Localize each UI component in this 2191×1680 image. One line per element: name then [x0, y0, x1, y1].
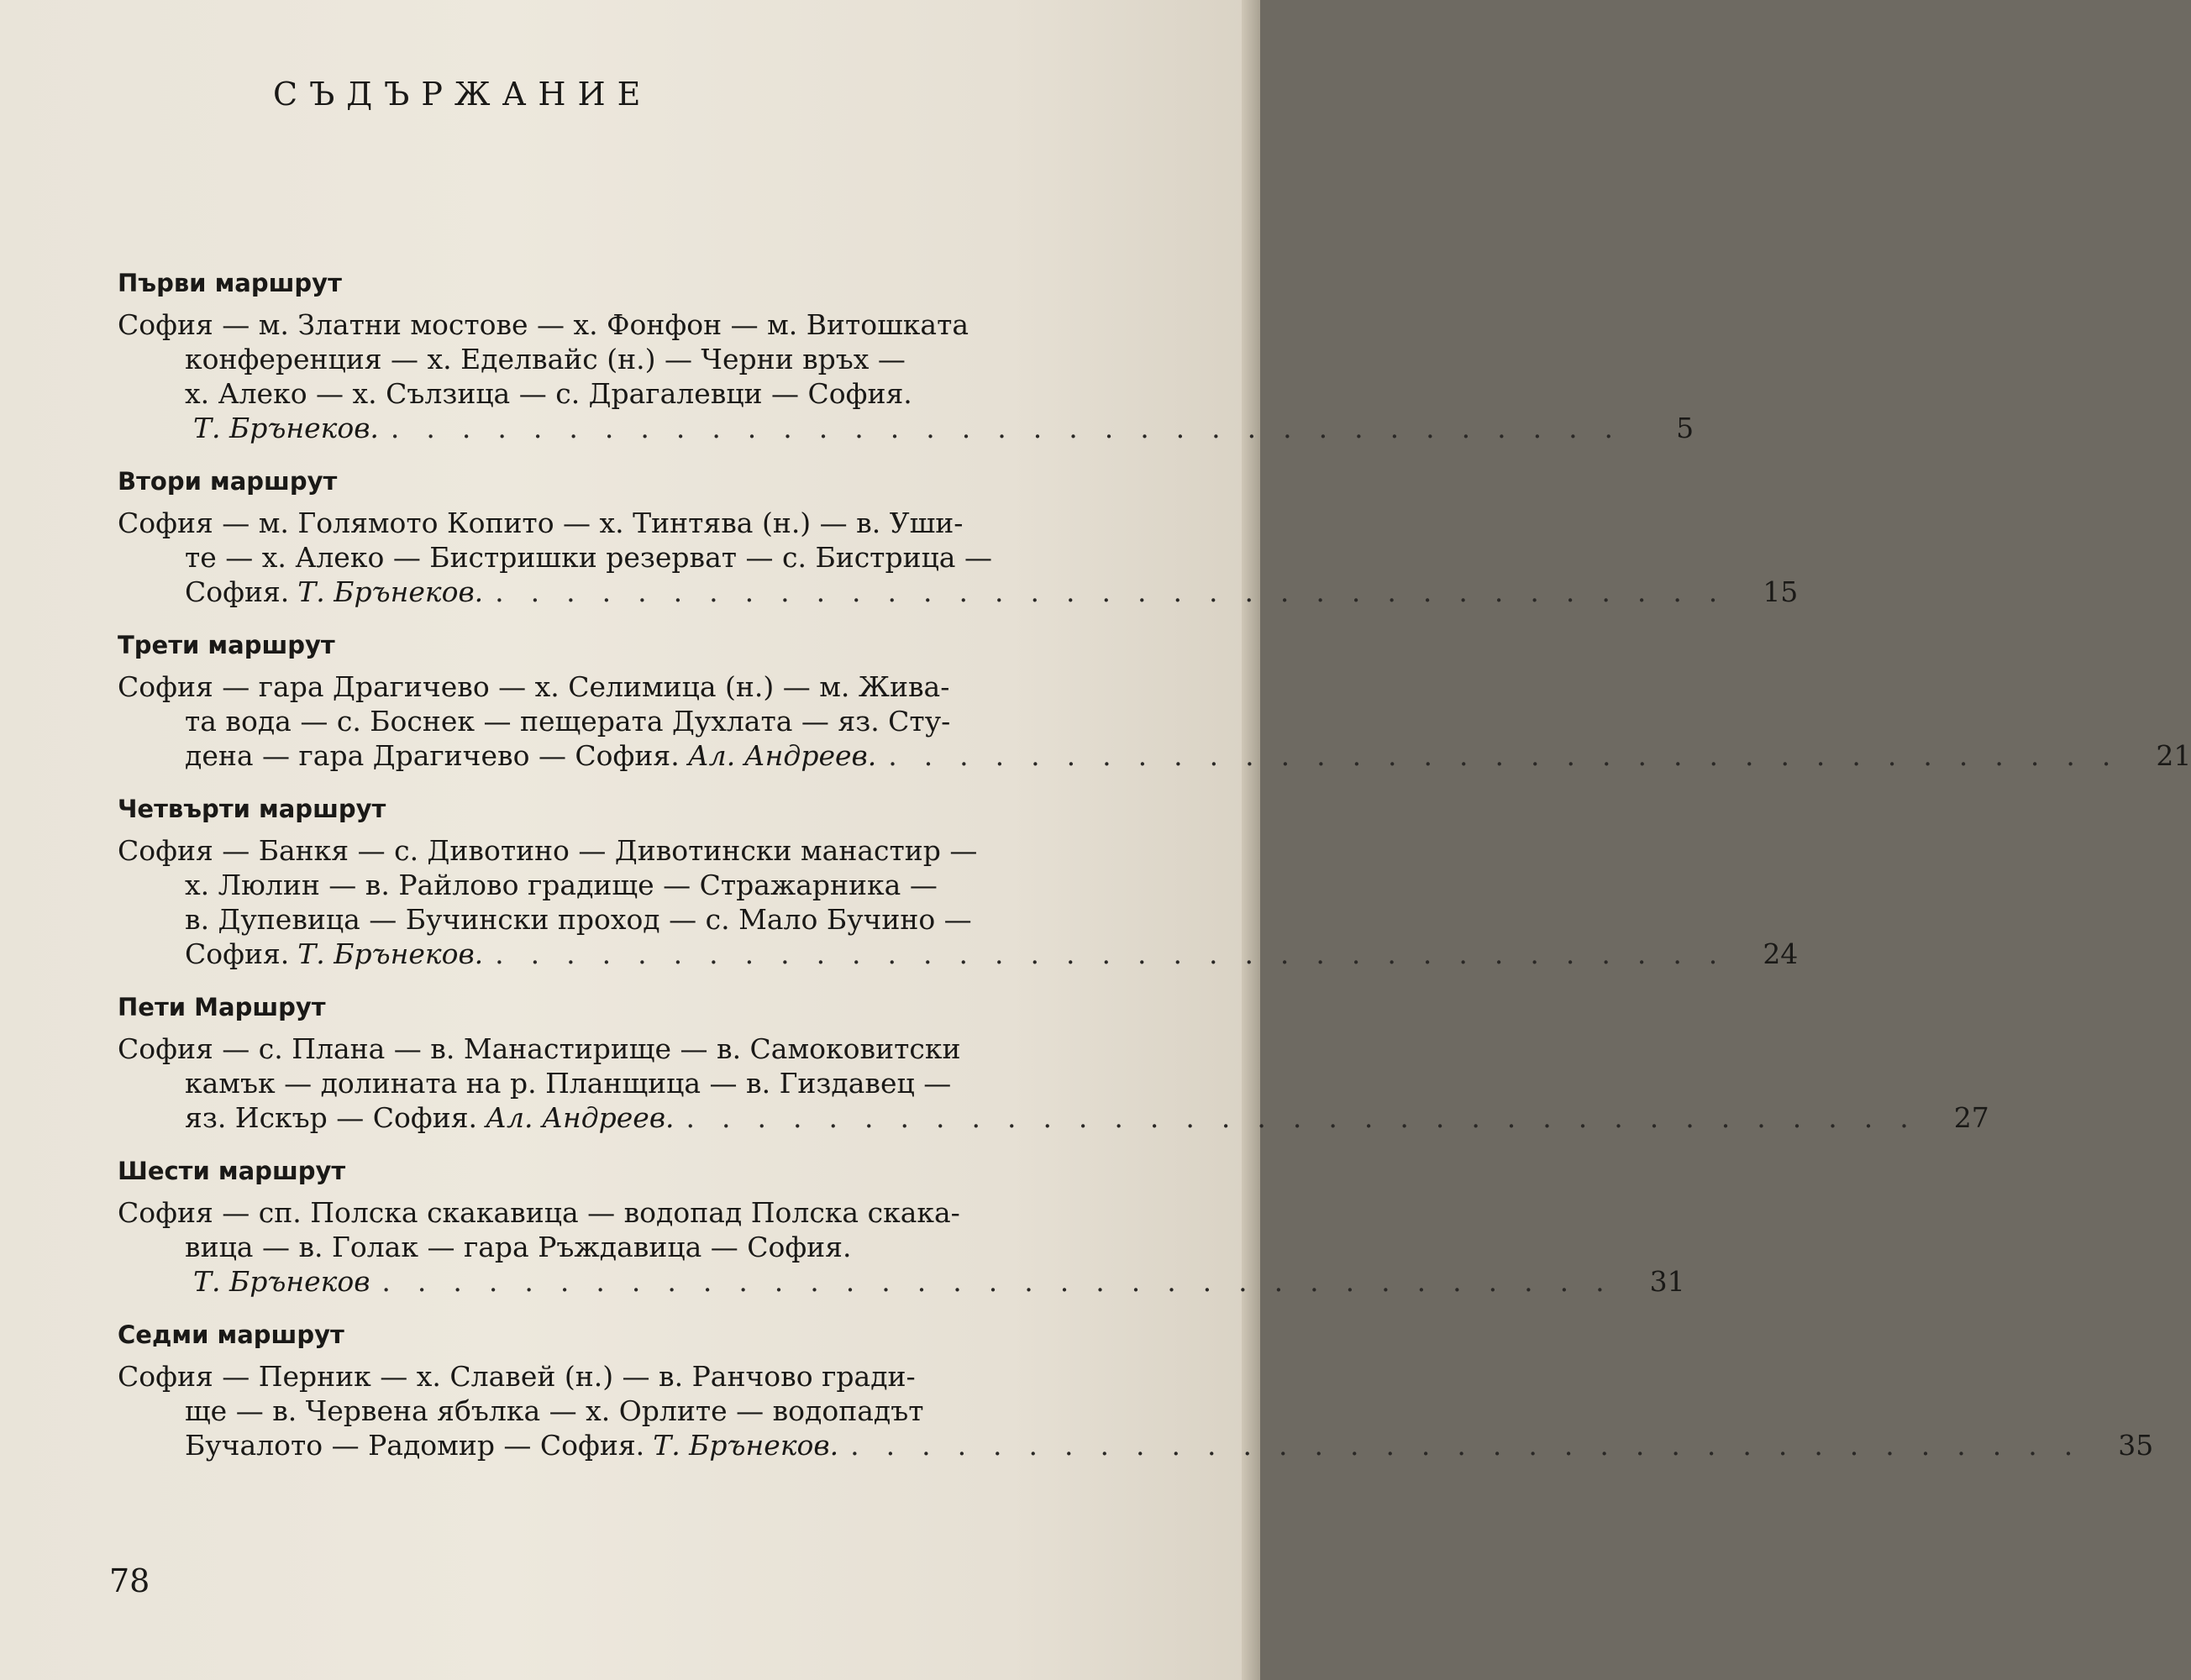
route-line: х. Алеко — х. Сълзица — с. Драгалевци — София. [185, 377, 912, 410]
toc-section [118, 993, 1989, 1135]
route-description [118, 1359, 2154, 1462]
toc-section [118, 631, 2191, 773]
route-line: София — м. Голямото Копито — х. Тинтява (н.) — в. Уши- [118, 507, 964, 539]
route-last-line [118, 1264, 1685, 1299]
route-line: София — Банкя — с. Дивотино — Дивотински манастир — [118, 834, 978, 867]
toc-section [118, 269, 1694, 445]
dot-leader: ................................... [888, 739, 2138, 772]
route-line: вица — в. Голак — гара Ръждавица — София. [185, 1231, 852, 1263]
dot-leader: ................................... [495, 937, 1745, 970]
route-description [118, 307, 1694, 445]
route-line: камък — долината на р. Планщица — в. Гиздавец — [185, 1067, 952, 1100]
page-reference[interactable]: 15 [1763, 575, 1799, 608]
page-reference[interactable]: 35 [2118, 1429, 2154, 1462]
route-description [118, 833, 1799, 971]
toc-section [118, 795, 1799, 971]
dot-leader: ................................... [381, 1265, 1631, 1298]
page-reference[interactable]: 27 [1953, 1101, 1989, 1134]
page-reference[interactable]: 24 [1763, 937, 1799, 970]
section-heading: Трети маршрут [118, 631, 335, 659]
route-description [118, 506, 1799, 609]
route-line: х. Люлин — в. Райлово градище — Стражарника — [185, 869, 938, 901]
section-heading: Седми маршрут [118, 1320, 344, 1349]
section-heading: Втори маршрут [118, 467, 338, 496]
toc-section [118, 1320, 2154, 1462]
dot-leader: ................................... [495, 575, 1745, 608]
route-line: ще — в. Червена ябълка — х. Орлите — водопадът [185, 1394, 924, 1427]
page-reference[interactable]: 5 [1676, 412, 1694, 444]
route-last-line [118, 1428, 2154, 1462]
author-name: Т. Брънеков. [297, 937, 484, 970]
section-heading: Шести маршрут [118, 1157, 346, 1185]
route-description [118, 1195, 1685, 1299]
page-reference[interactable]: 21 [2156, 739, 2191, 772]
route-description [118, 669, 2191, 773]
route-line: та вода — с. Боснек — пещерата Духлата — яз. Сту- [185, 705, 951, 738]
route-last-text: София. [185, 575, 290, 608]
route-line: в. Дупевица — Бучински проход — с. Мало Бучино — [185, 903, 972, 936]
route-line: конференция — х. Еделвайс (н.) — Черни връх — [185, 343, 906, 375]
route-last-line [118, 411, 1694, 445]
author-name: Ал. Андреев. [687, 739, 877, 772]
section-heading: Пети Маршрут [118, 993, 326, 1021]
section-heading: Четвърти маршрут [118, 795, 386, 823]
dot-leader: ................................... [390, 412, 1641, 444]
route-last-text: София. [185, 937, 290, 970]
route-last-text: Бучалото — Радомир — София. [185, 1429, 645, 1462]
section-heading: Първи маршрут [118, 269, 342, 297]
toc-section [118, 1157, 1685, 1299]
toc-section [118, 467, 1799, 609]
route-line: София — сп. Полска скакавица — водопад Полска скака- [118, 1196, 960, 1229]
page-reference[interactable]: 31 [1649, 1265, 1685, 1298]
route-line: София — с. Плана — в. Манастирище — в. Самоковитски [118, 1032, 961, 1065]
author-name: Т. Брънеков. [653, 1429, 839, 1462]
toc-sections [118, 269, 2191, 1484]
route-line: София — Перник — х. Славей (н.) — в. Ранчово гради- [118, 1360, 916, 1393]
route-line: София — м. Златни мостове — х. Фонфон — м. Витошката [118, 308, 969, 341]
author-name: Т. Брънеков. [193, 412, 379, 444]
route-last-line [118, 937, 1799, 971]
dot-leader: ................................... [850, 1429, 2100, 1462]
route-last-line [118, 1100, 1989, 1135]
route-description [118, 1032, 1989, 1135]
route-last-line [118, 738, 2191, 773]
author-name: Т. Брънеков [193, 1265, 370, 1298]
author-name: Т. Брънеков. [297, 575, 484, 608]
toc-title: СЪДЪРЖАНИЕ [273, 76, 653, 113]
page-number: 78 [109, 1562, 150, 1599]
route-line: те — х. Алеко — Бистришки резерват — с. Бистрица — [185, 541, 992, 574]
route-last-text: яз. Искър — София. [185, 1101, 478, 1134]
route-line: София — гара Драгичево — х. Селимица (н.) — м. Жива- [118, 670, 950, 703]
dot-leader: ................................... [686, 1101, 1936, 1134]
author-name: Ал. Андреев. [486, 1101, 675, 1134]
route-last-line [118, 575, 1799, 609]
route-last-text: дена — гара Драгичево — София. [185, 739, 680, 772]
